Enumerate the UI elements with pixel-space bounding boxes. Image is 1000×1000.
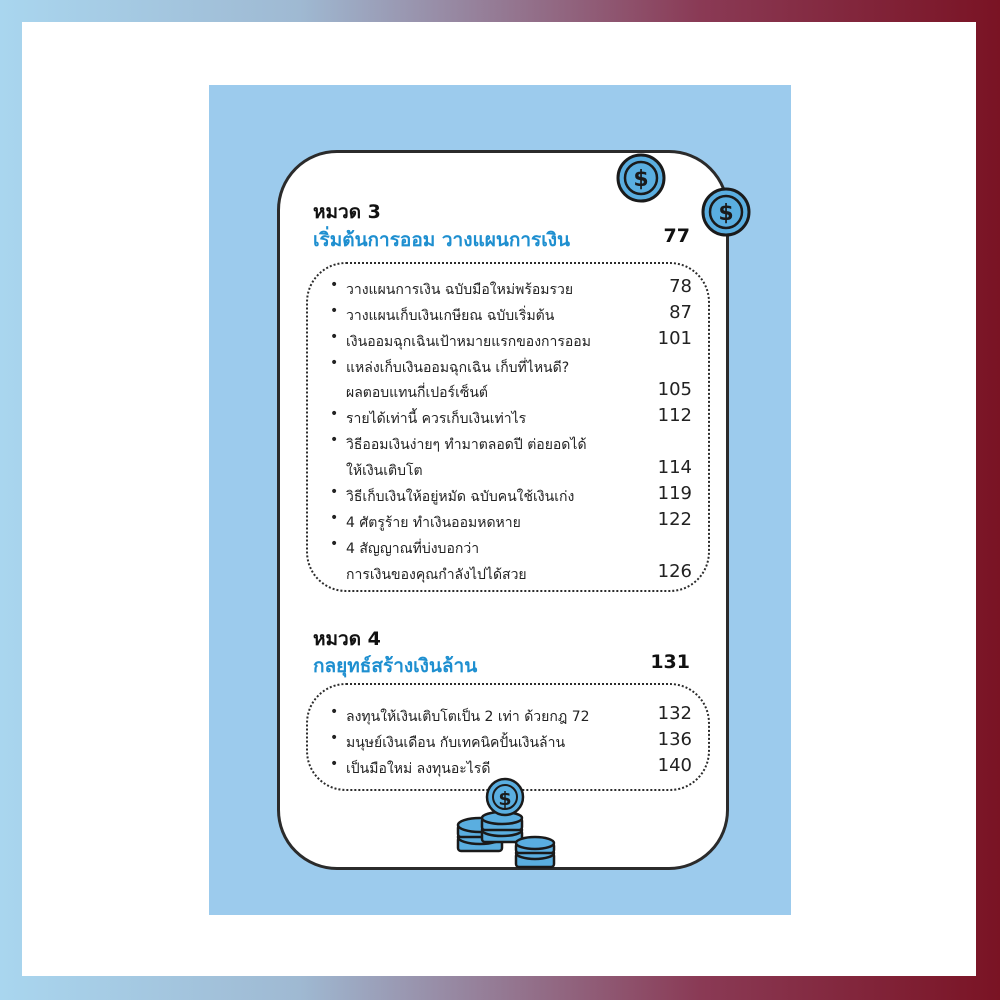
list-item: • มนุษย์เงินเดือน กับเทคนิคปั้นเงินล้าน 136 — [330, 729, 692, 751]
section-3-category: หมวด 3 — [313, 201, 381, 223]
section-4-page: 131 — [650, 651, 690, 673]
list-item: ผลตอบแทนกี่เปอร์เซ็นต์ 105 — [346, 379, 692, 401]
list-item: • ลงทุนให้เงินเติบโตเป็น 2 เท่า ด้วยกฎ 72 132 — [330, 703, 692, 725]
list-item: • วางแผนเก็บเงินเกษียณ ฉบับเริ่มต้น 87 — [330, 302, 692, 324]
list-item: • รายได้เท่านี้ ควรเก็บเงินเท่าไร 112 — [330, 405, 692, 427]
svg-text:$: $ — [633, 167, 649, 192]
section-4-title: กลยุทธ์สร้างเงินล้าน — [313, 655, 478, 677]
dollar-coin-icon — [616, 153, 666, 203]
list-item: • 4 ศัตรูร้าย ทำเงินออมหดหาย 122 — [330, 509, 692, 531]
section-3-page: 77 — [663, 225, 690, 247]
list-item: • เงินออมฉุกเฉินเป้าหมายแรกของการออม 101 — [330, 328, 692, 350]
dollar-coin-icon — [701, 187, 751, 237]
list-item: การเงินของคุณกำลังไปได้สวย 126 — [346, 561, 692, 583]
coin-stack-icon — [450, 775, 560, 880]
list-item: • วิธีออมเงินง่ายๆ ทำมาตลอดปี ต่อยอดได้ — [330, 432, 587, 453]
list-item: • 4 สัญญาณที่บ่งบอกว่า — [330, 536, 480, 557]
list-item: • แหล่งเก็บเงินออมฉุกเฉิน เก็บที่ไหนดี? — [330, 355, 570, 376]
svg-text:$: $ — [718, 201, 734, 226]
list-item: • วิธีเก็บเงินให้อยู่หมัด ฉบับคนใช้เงินเก่ง 119 — [330, 483, 692, 505]
list-item: • วางแผนการเงิน ฉบับมือใหม่พร้อมรวย 78 — [330, 276, 692, 298]
list-item: • เป็นมือใหม่ ลงทุนอะไรดี 140 — [330, 755, 692, 777]
section-3-title: เริ่มต้นการออม วางแผนการเงิน — [313, 229, 571, 251]
list-item: ให้เงินเติบโต 114 — [346, 457, 692, 479]
svg-text:$: $ — [498, 788, 512, 810]
section-4-category: หมวด 4 — [313, 628, 381, 650]
